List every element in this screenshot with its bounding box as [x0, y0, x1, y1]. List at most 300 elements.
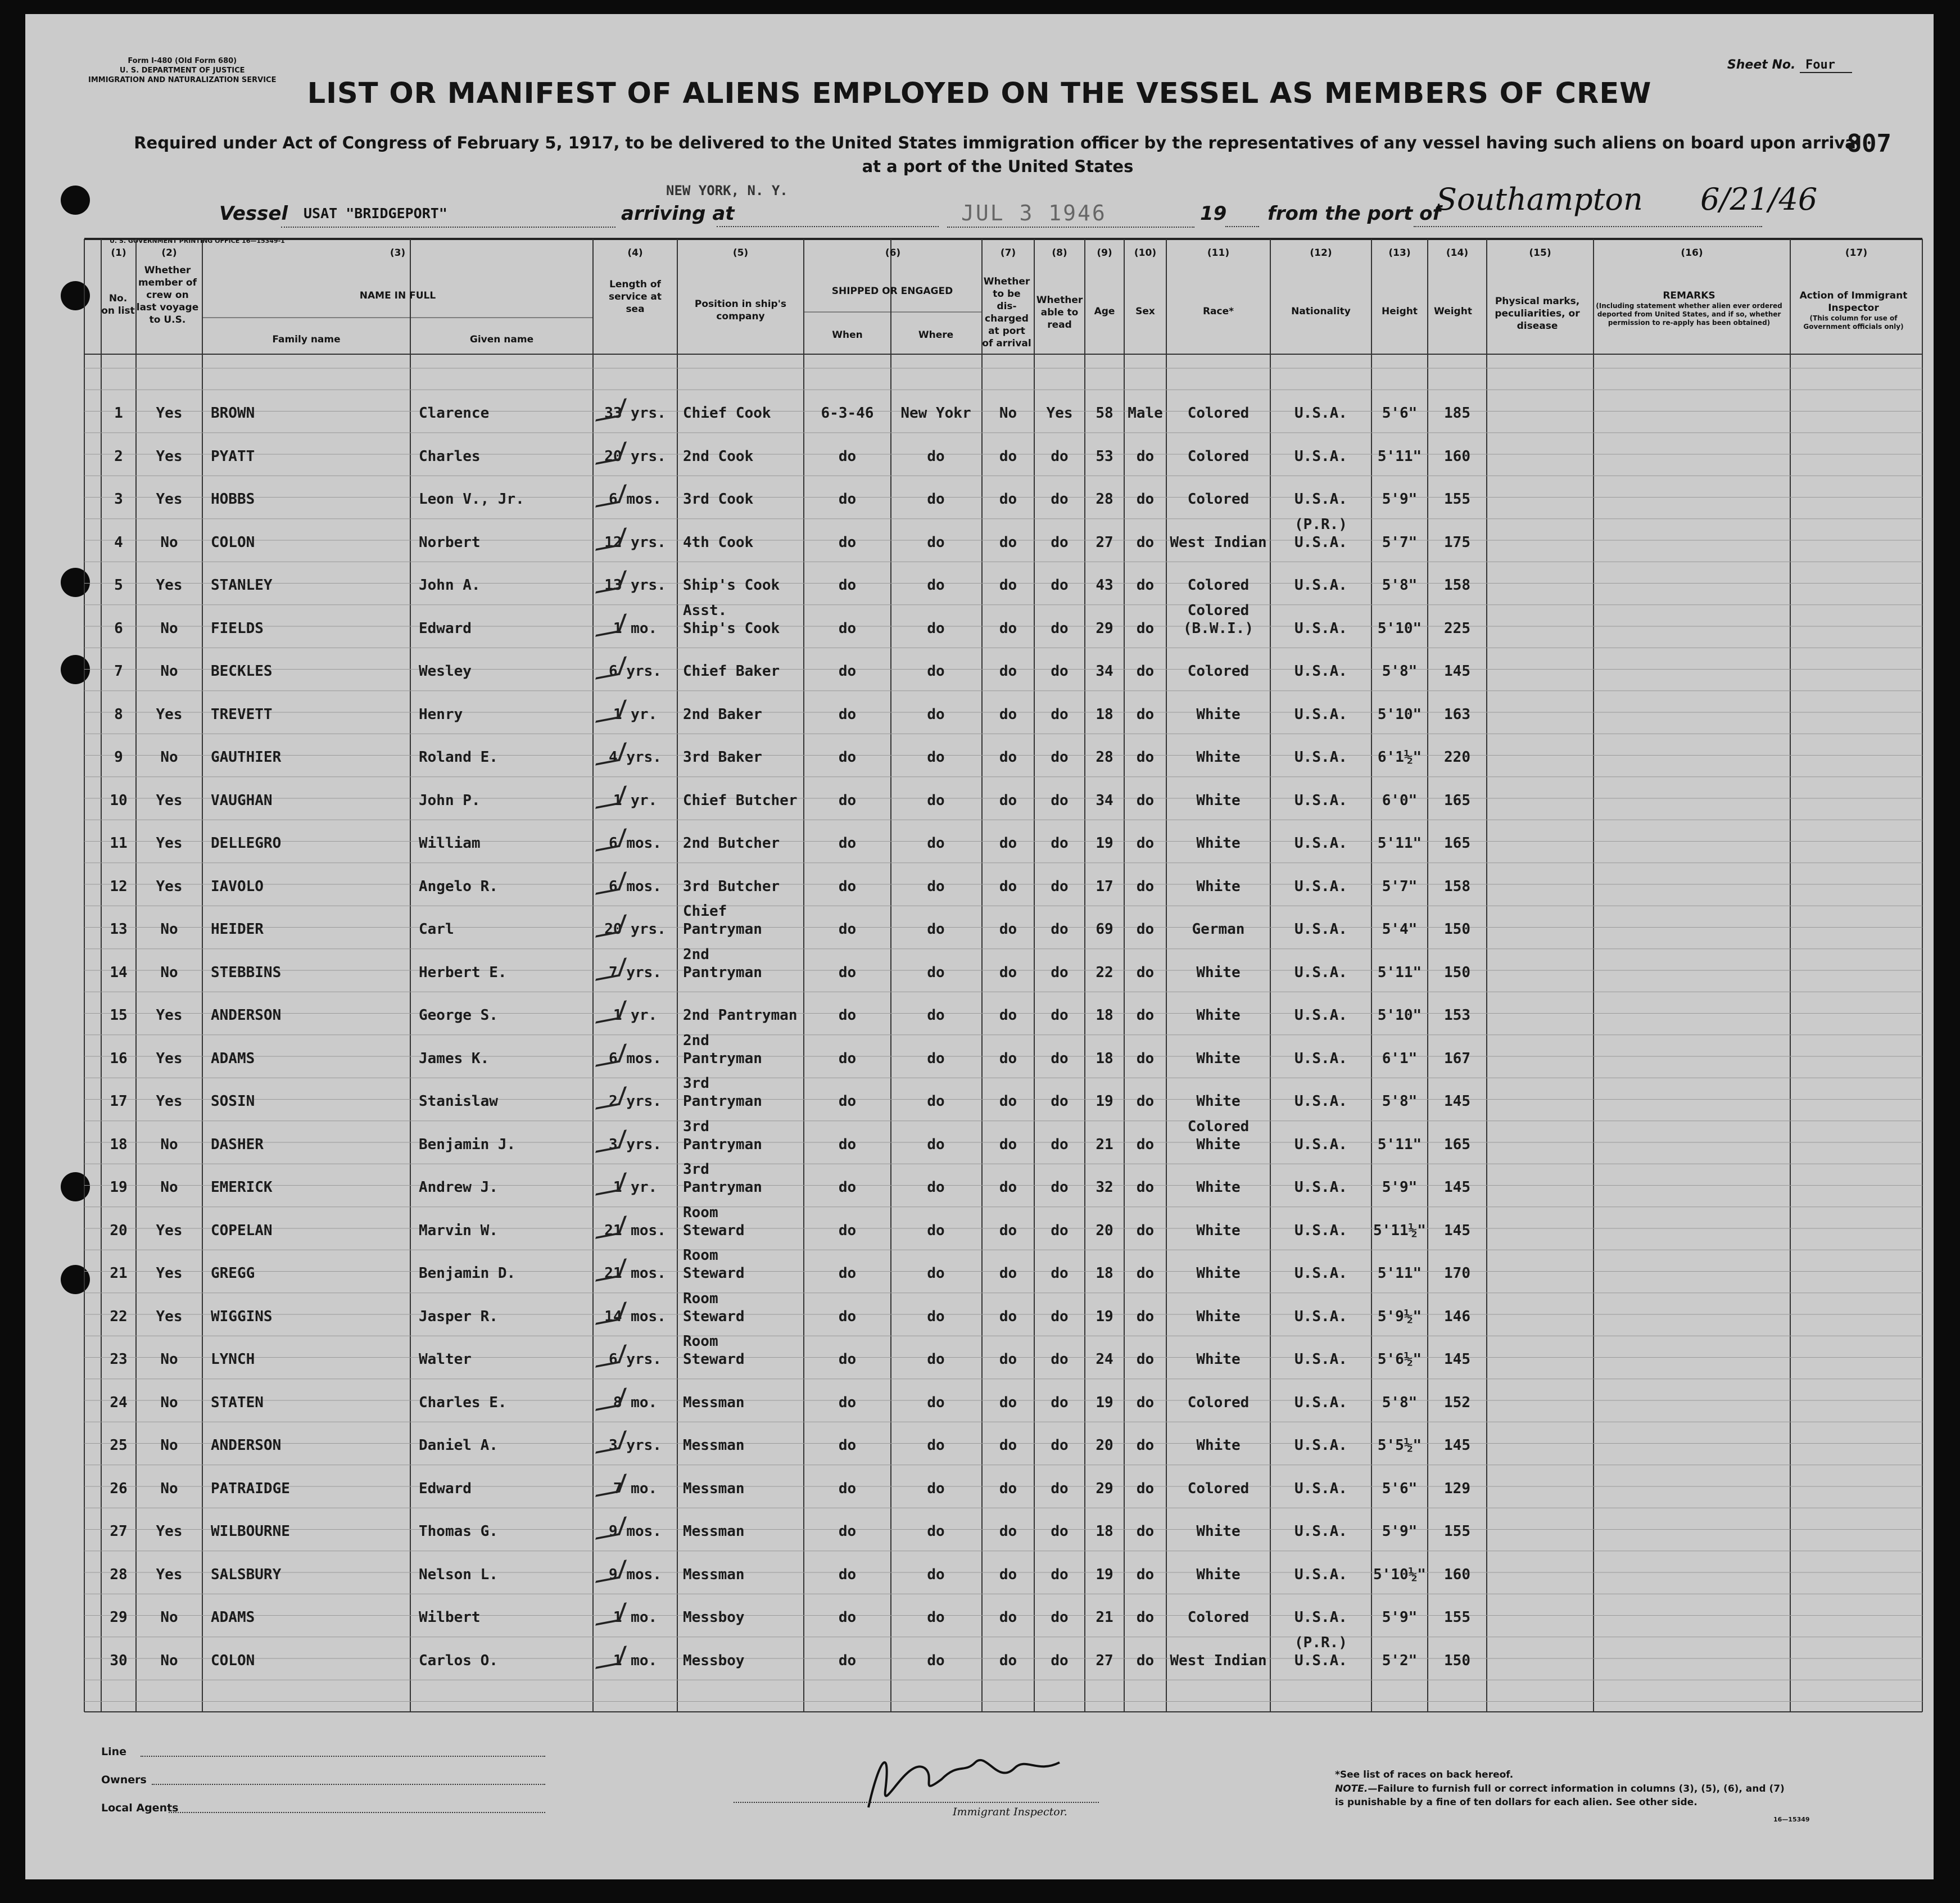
row-number: 8	[114, 706, 123, 723]
header-discharged: Whether to be dis-charged at port of arrival	[982, 276, 1031, 349]
sheet-number-value: Four	[1800, 58, 1852, 73]
position-line: Steward	[683, 1265, 745, 1282]
able-to-read: do	[1051, 620, 1069, 637]
position-line: Pantryman	[683, 964, 762, 981]
age: 19	[1096, 1308, 1113, 1325]
crew-last-voyage: Yes	[156, 1222, 183, 1239]
column-number: (12)	[1310, 247, 1332, 259]
position-line: Messman	[683, 1480, 745, 1497]
shipped-where: do	[927, 1265, 945, 1282]
sex: do	[1136, 448, 1155, 465]
shipped-where: do	[927, 1480, 945, 1497]
weight: 155	[1444, 491, 1470, 508]
crew-last-voyage: No	[160, 1437, 178, 1454]
given-name: John A.	[419, 577, 481, 594]
given-name: John P.	[419, 792, 481, 809]
shipped-when: do	[838, 1652, 857, 1669]
header-physical-marks: Physical marks, peculiarities, or disease	[1495, 296, 1580, 332]
row-number: 7	[114, 663, 123, 680]
nationality-line: U.S.A.	[1294, 1480, 1347, 1497]
shipped-where: do	[927, 620, 945, 637]
position-line: 2nd Baker	[683, 706, 762, 723]
family-name: STANLEY	[211, 577, 273, 594]
length-of-service: 6 yrs.	[609, 663, 662, 680]
race-line: White	[1196, 878, 1241, 895]
position-line: 3rd	[683, 1075, 709, 1092]
able-to-read: do	[1051, 1609, 1069, 1626]
row-number: 18	[110, 1136, 128, 1153]
row-number: 6	[114, 620, 123, 637]
weight: 145	[1444, 663, 1470, 680]
age: 19	[1096, 835, 1113, 852]
row-number: 2	[114, 448, 123, 465]
sex: do	[1136, 964, 1155, 981]
row-number: 1	[114, 405, 123, 422]
weight: 220	[1444, 749, 1470, 766]
shipped-when: do	[838, 1394, 857, 1411]
height: 5'11"	[1377, 1265, 1422, 1282]
shipped-when: do	[838, 1136, 857, 1153]
shipped-where: do	[927, 491, 945, 508]
arrival-date-stamp: JUL 3 1946	[961, 201, 1107, 225]
position-line: Messboy	[683, 1652, 745, 1669]
header-length-service: Length of service at sea	[608, 279, 662, 315]
position-line: Pantryman	[683, 1179, 762, 1196]
crew-last-voyage: Yes	[156, 706, 183, 723]
given-name: Herbert E.	[419, 964, 507, 981]
weight: 145	[1444, 1179, 1470, 1196]
family-name: HEIDER	[211, 921, 264, 938]
weight: 160	[1444, 448, 1470, 465]
length-of-service: 4 yrs.	[609, 749, 662, 766]
arriving-label: arriving at	[621, 202, 735, 225]
header-when: When	[832, 329, 863, 341]
row-number: 15	[110, 1007, 128, 1024]
position-line: 2nd Cook	[683, 448, 754, 465]
discharged: do	[999, 878, 1017, 895]
height: 5'11"	[1377, 964, 1422, 981]
shipped-when: do	[838, 1007, 857, 1024]
length-of-service: 2 yrs.	[609, 1093, 662, 1110]
able-to-read: Yes	[1046, 405, 1073, 422]
position-line: Messman	[683, 1566, 745, 1583]
height: 5'10"	[1377, 1007, 1422, 1024]
age: 18	[1096, 1265, 1113, 1282]
nationality-line: U.S.A.	[1294, 749, 1347, 766]
discharged: do	[999, 964, 1017, 981]
shipped-when: do	[838, 1222, 857, 1239]
weight: 165	[1444, 1136, 1470, 1153]
form-number: Form I-480 (Old Form 680)	[128, 57, 237, 65]
sex: do	[1136, 1351, 1155, 1368]
row-number: 22	[110, 1308, 128, 1325]
position-line: Messman	[683, 1523, 745, 1540]
manifest-sheet	[25, 14, 1934, 1879]
age: 29	[1096, 1480, 1113, 1497]
shipped-where: do	[927, 1523, 945, 1540]
shipped-when: 6-3-46	[821, 405, 874, 422]
nationality-line: U.S.A.	[1294, 1093, 1347, 1110]
race-line: (B.W.I.)	[1183, 620, 1254, 637]
age: 21	[1096, 1609, 1113, 1626]
given-name: Clarence	[419, 405, 490, 422]
given-name: Angelo R.	[419, 878, 498, 895]
age: 34	[1096, 792, 1113, 809]
crew-last-voyage: Yes	[156, 1566, 183, 1583]
able-to-read: do	[1051, 749, 1069, 766]
bottom-code: 16—15349	[1773, 1816, 1810, 1823]
year-prefix: 19	[1200, 202, 1227, 225]
given-name: Norbert	[419, 534, 481, 551]
race-line: White	[1196, 1050, 1241, 1067]
shipped-where: do	[927, 835, 945, 852]
footer-owners-field	[152, 1784, 545, 1785]
crew-last-voyage: No	[160, 534, 178, 551]
length-of-service: 21 mos.	[604, 1265, 666, 1282]
header-name-in-full: NAME IN FULL	[359, 290, 436, 301]
position-line: 2nd	[683, 1032, 709, 1049]
weight: 160	[1444, 1566, 1470, 1583]
header-action	[1790, 290, 1917, 331]
shipped-when: do	[838, 1609, 857, 1626]
discharged: do	[999, 1308, 1017, 1325]
able-to-read: do	[1051, 1050, 1069, 1067]
discharged: do	[999, 835, 1017, 852]
nationality-line: U.S.A.	[1294, 792, 1347, 809]
given-name: Thomas G.	[419, 1523, 498, 1540]
discharged: do	[999, 1566, 1017, 1583]
shipped-where: do	[927, 1351, 945, 1368]
position-line: Steward	[683, 1222, 745, 1239]
header-nationality: Nationality	[1291, 306, 1351, 317]
shipped-where: do	[927, 1437, 945, 1454]
shipped-when: do	[838, 706, 857, 723]
position-line: 3rd Baker	[683, 749, 762, 766]
position-line: Chief Cook	[683, 405, 771, 422]
family-name: EMERICK	[211, 1179, 273, 1196]
family-name: FIELDS	[211, 620, 264, 637]
row-number: 3	[114, 491, 123, 508]
position-line: Pantryman	[683, 1093, 762, 1110]
shipped-where: do	[927, 1566, 945, 1583]
header-where: Where	[918, 329, 954, 341]
length-of-service: 1 mo.	[613, 620, 658, 637]
age: 19	[1096, 1093, 1113, 1110]
shipped-where: do	[927, 1136, 945, 1153]
nationality-line: U.S.A.	[1294, 620, 1347, 637]
weight: 145	[1444, 1351, 1470, 1368]
sex: do	[1136, 1308, 1155, 1325]
shipped-when: do	[838, 620, 857, 637]
discharged: do	[999, 1480, 1017, 1497]
race-line: White	[1196, 835, 1241, 852]
race-line: Colored	[1187, 1609, 1250, 1626]
age: 24	[1096, 1351, 1113, 1368]
crew-last-voyage: No	[160, 1609, 178, 1626]
row-number: 23	[110, 1351, 128, 1368]
given-name: William	[419, 835, 481, 852]
shipped-when: do	[838, 1308, 857, 1325]
weight: 129	[1444, 1480, 1470, 1497]
crew-last-voyage: No	[160, 1351, 178, 1368]
height: 5'5½"	[1377, 1437, 1422, 1454]
vessel-label: Vessel	[219, 202, 288, 225]
height: 5'9"	[1382, 1523, 1418, 1540]
nationality-line: U.S.A.	[1294, 921, 1347, 938]
crew-last-voyage: No	[160, 1394, 178, 1411]
position-line: Room	[683, 1333, 718, 1350]
header-weight: Weight	[1434, 306, 1472, 317]
able-to-read: do	[1051, 835, 1069, 852]
header-position: Position in ship's company	[694, 299, 787, 322]
family-name: DASHER	[211, 1136, 264, 1153]
crew-last-voyage: Yes	[156, 1523, 183, 1540]
nationality-line: U.S.A.	[1294, 1050, 1347, 1067]
shipped-where: do	[927, 878, 945, 895]
shipped-where: do	[927, 749, 945, 766]
shipped-where: do	[927, 534, 945, 551]
sex: do	[1136, 620, 1155, 637]
penalty-note-text: —Failure to furnish full or correct information in columns (3), (5), (6), and (7) is punishable by a fine of ten dollars for each alien. See other side.	[1335, 1783, 1785, 1808]
weight: 158	[1444, 878, 1470, 895]
shipped-when: do	[838, 792, 857, 809]
length-of-service: 6 yrs.	[609, 1351, 662, 1368]
shipped-when: do	[838, 964, 857, 981]
able-to-read: do	[1051, 878, 1069, 895]
service-name: IMMIGRATION AND NATURALIZATION SERVICE	[88, 76, 277, 84]
shipped-when: do	[838, 534, 857, 551]
action-title: Action of Immigrant Inspector	[1799, 290, 1908, 314]
nationality-line: U.S.A.	[1294, 1523, 1347, 1540]
race-line: White	[1196, 792, 1241, 809]
age: 18	[1096, 706, 1113, 723]
crew-last-voyage: Yes	[156, 1265, 183, 1282]
position-line: Messman	[683, 1394, 745, 1411]
family-name: ADAMS	[211, 1050, 255, 1067]
crew-last-voyage: Yes	[156, 491, 183, 508]
family-name: TREVETT	[211, 706, 273, 723]
sex: do	[1136, 921, 1155, 938]
family-name: DELLEGRO	[211, 835, 282, 852]
discharged: do	[999, 1179, 1017, 1196]
race-line: White	[1196, 1437, 1241, 1454]
crew-last-voyage: No	[160, 663, 178, 680]
able-to-read: do	[1051, 1007, 1069, 1024]
able-to-read: do	[1051, 577, 1069, 594]
age: 18	[1096, 1007, 1113, 1024]
height: 5'11"	[1377, 448, 1422, 465]
sex: do	[1136, 749, 1155, 766]
shipped-when: do	[838, 1566, 857, 1583]
given-name: Benjamin J.	[419, 1136, 516, 1153]
shipped-when: do	[838, 663, 857, 680]
length-of-service: 1 yr.	[613, 1007, 658, 1024]
family-name: COLON	[211, 1652, 255, 1669]
crew-last-voyage: Yes	[156, 1093, 183, 1110]
depart-date-handwritten: 6/21/46	[1700, 182, 1818, 217]
race-line: White	[1196, 1308, 1241, 1325]
race-line: West Indian	[1170, 534, 1267, 551]
given-name: Andrew J.	[419, 1179, 498, 1196]
position-line: Messman	[683, 1437, 745, 1454]
nationality-line: U.S.A.	[1294, 1265, 1347, 1282]
row-number: 27	[110, 1523, 128, 1540]
weight: 165	[1444, 835, 1470, 852]
remarks-subtitle: (Including statement whether alien ever ordered deported from United States, and if so, whether permission to re-apply has been obtained)	[1596, 302, 1782, 327]
nationality-line: U.S.A.	[1294, 1136, 1347, 1153]
discharged: do	[999, 1609, 1017, 1626]
shipped-where: do	[927, 1093, 945, 1110]
crew-last-voyage: No	[160, 1652, 178, 1669]
race-line: Colored	[1187, 1480, 1250, 1497]
position-line: 2nd Pantryman	[683, 1007, 798, 1024]
shipped-where: do	[927, 1222, 945, 1239]
length-of-service: 13 yrs.	[604, 577, 666, 594]
nationality-line: U.S.A.	[1294, 1609, 1347, 1626]
vessel-name: USAT "BRIDGEPORT"	[304, 205, 447, 222]
able-to-read: do	[1051, 792, 1069, 809]
shipped-where: do	[927, 577, 945, 594]
crew-last-voyage: Yes	[156, 1050, 183, 1067]
family-name: ANDERSON	[211, 1007, 282, 1024]
shipped-when: do	[838, 835, 857, 852]
shipped-where: do	[927, 1652, 945, 1669]
age: 53	[1096, 448, 1113, 465]
shipped-where: do	[927, 1609, 945, 1626]
age: 28	[1096, 491, 1113, 508]
position-line: Pantryman	[683, 1136, 762, 1153]
race-line: White	[1196, 1093, 1241, 1110]
position-line: 4th Cook	[683, 534, 754, 551]
shipped-where: do	[927, 663, 945, 680]
weight: 150	[1444, 1652, 1470, 1669]
discharged: do	[999, 1222, 1017, 1239]
crew-last-voyage: Yes	[156, 1007, 183, 1024]
row-number: 30	[110, 1652, 128, 1669]
able-to-read: do	[1051, 1652, 1069, 1669]
weight: 163	[1444, 706, 1470, 723]
height: 5'7"	[1382, 534, 1418, 551]
discharged: do	[999, 706, 1017, 723]
nationality-line: U.S.A.	[1294, 1437, 1347, 1454]
family-name: PYATT	[211, 448, 255, 465]
discharged: do	[999, 1523, 1017, 1540]
crew-last-voyage: Yes	[156, 405, 183, 422]
position-line: Chief Baker	[683, 663, 780, 680]
length-of-service: 1 yr.	[613, 706, 658, 723]
age: 18	[1096, 1050, 1113, 1067]
weight: 150	[1444, 964, 1470, 981]
given-name: Nelson L.	[419, 1566, 498, 1583]
row-number: 26	[110, 1480, 128, 1497]
race-line: White	[1196, 706, 1241, 723]
position-line: 3rd Cook	[683, 491, 754, 508]
discharged: do	[999, 491, 1017, 508]
length-of-service: 14 mos.	[604, 1308, 666, 1325]
height: 5'11"	[1377, 835, 1422, 852]
discharged: do	[999, 534, 1017, 551]
height: 5'6"	[1382, 405, 1418, 422]
age: 69	[1096, 921, 1113, 938]
crew-last-voyage: No	[160, 749, 178, 766]
position-line: 3rd Butcher	[683, 878, 780, 895]
discharged: do	[999, 1265, 1017, 1282]
weight: 158	[1444, 577, 1470, 594]
position-line: 3rd	[683, 1118, 709, 1135]
shipped-when: do	[838, 1179, 857, 1196]
age: 19	[1096, 1566, 1113, 1583]
given-name: Roland E.	[419, 749, 498, 766]
family-name: IAVOLO	[211, 878, 264, 895]
position-line: Pantryman	[683, 1050, 762, 1067]
race-line: Colored	[1187, 602, 1250, 619]
shipped-when: do	[838, 1437, 857, 1454]
given-name: Leon V., Jr.	[419, 491, 524, 508]
discharged: do	[999, 1652, 1017, 1669]
sex: do	[1136, 1222, 1155, 1239]
shipped-when: do	[838, 577, 857, 594]
given-name: Carlos O.	[419, 1652, 498, 1669]
position-line: Ship's Cook	[683, 577, 780, 594]
column-number: (13)	[1388, 247, 1411, 259]
race-line: Colored	[1187, 491, 1250, 508]
header-height: Height	[1382, 306, 1418, 317]
race-line: German	[1192, 921, 1245, 938]
family-name: BECKLES	[211, 663, 273, 680]
column-number: (6)	[885, 247, 901, 259]
row-number: 12	[110, 878, 128, 895]
able-to-read: do	[1051, 663, 1069, 680]
age: 21	[1096, 1136, 1113, 1153]
race-line: White	[1196, 1222, 1241, 1239]
sex: do	[1136, 1007, 1155, 1024]
column-number: (8)	[1052, 247, 1067, 259]
sex: do	[1136, 1136, 1155, 1153]
family-name: GAUTHIER	[211, 749, 282, 766]
height: 5'10½"	[1373, 1566, 1426, 1583]
weight: 152	[1444, 1394, 1470, 1411]
able-to-read: do	[1051, 1351, 1069, 1368]
family-name: ANDERSON	[211, 1437, 282, 1454]
discharged: do	[999, 577, 1017, 594]
discharged: do	[999, 1050, 1017, 1067]
shipped-where: do	[927, 921, 945, 938]
crew-last-voyage: No	[160, 1136, 178, 1153]
family-name: STATEN	[211, 1394, 264, 1411]
shipped-when: do	[838, 1523, 857, 1540]
footer-line-label: Line	[101, 1746, 127, 1758]
nationality-line: U.S.A.	[1294, 534, 1347, 551]
nationality-line: U.S.A.	[1294, 663, 1347, 680]
length-of-service: 6 mos.	[609, 1050, 662, 1067]
able-to-read: do	[1051, 921, 1069, 938]
action-subtitle: (This column for use of Government officials only)	[1803, 314, 1904, 331]
family-name: BROWN	[211, 405, 255, 422]
nationality-line: U.S.A.	[1294, 448, 1347, 465]
given-name: Wesley	[419, 663, 472, 680]
family-name: SALSBURY	[211, 1566, 282, 1583]
sex: do	[1136, 1566, 1155, 1583]
race-line: White	[1196, 1523, 1241, 1540]
crew-last-voyage: No	[160, 1179, 178, 1196]
discharged: do	[999, 448, 1017, 465]
sex: do	[1136, 792, 1155, 809]
row-number: 5	[114, 577, 123, 594]
sex: do	[1136, 835, 1155, 852]
nationality-line: U.S.A.	[1294, 1308, 1347, 1325]
family-name: HOBBS	[211, 491, 255, 508]
shipped-where: do	[927, 792, 945, 809]
